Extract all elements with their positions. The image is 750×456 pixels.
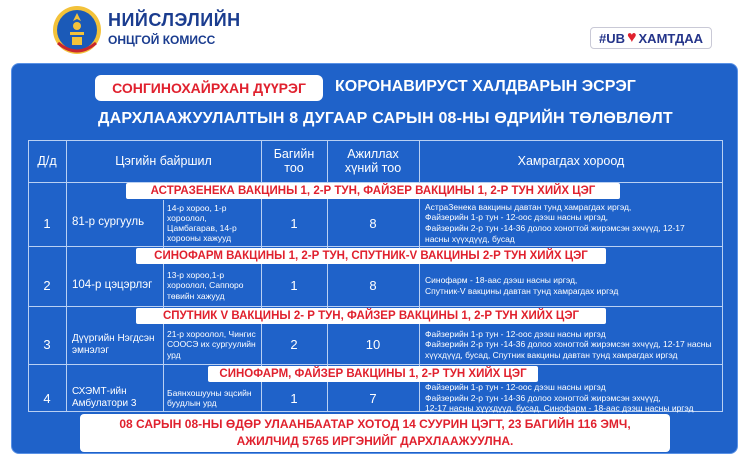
- coverage-text: [421, 200, 721, 246]
- coverage-line: Файзерийн 1-р тун - 12-оос дээш насны иргэд: [425, 382, 606, 393]
- soyombo-emblem-icon: [52, 3, 102, 57]
- district-label: СОНГИНОХАЙРХАН ДҮҮРЭГ: [95, 75, 323, 101]
- row-divider: [28, 364, 723, 365]
- location-address: 14-р хороо, 1-р хороолол, Цамбагарав, 14-р хорооны хажууд: [167, 202, 237, 244]
- coverage-line: Синофарм - 18-аас дээш насны иргэд,: [425, 274, 578, 285]
- footer-line2: АЖИЛЧИД 5765 ИРГЭНИЙГ ДАРХЛААЖУУЛНА.: [236, 434, 514, 448]
- hashtag-suffix: ХАМТДАА: [638, 30, 704, 46]
- header-teams: Багийн тоо: [273, 146, 315, 175]
- location-name: Дүүргийн Нэгдсэн эмнэлэг: [72, 332, 155, 356]
- footer-summary: [80, 414, 670, 452]
- coverage-text: [421, 382, 721, 414]
- coverage-line: АстраЗенека вакцины давтан тунд хамрагдах иргэд,: [425, 201, 632, 212]
- row-divider: [28, 306, 723, 307]
- team-count: 2: [290, 337, 298, 352]
- header: [0, 0, 750, 62]
- coverage-line: Файзерийн 2-р тун -14-36 долоо хоногтой жирэмсэн эхчүүд,: [425, 392, 661, 403]
- staff-count: 8: [369, 215, 377, 231]
- org-line1: НИЙСЛЭЛИЙН: [108, 10, 241, 30]
- title-line2: ДАРХЛААЖУУЛАЛТЫН 8 ДУГААР САРЫН 08-НЫ ӨДРИЙН ТӨЛӨВЛӨЛТ: [98, 110, 673, 127]
- coverage-text: [421, 265, 721, 306]
- row-divider: [28, 246, 723, 247]
- row-number: 4: [43, 390, 51, 406]
- header-staff: Ажиллах хүний тоо: [344, 146, 402, 175]
- location-name: СХЭМТ-ийн Амбулатори 3: [72, 386, 137, 409]
- coverage-line: насны хүүхдүүд, бусад: [425, 233, 515, 244]
- col-divider: [163, 200, 164, 412]
- location-address: Баянхошууны эцсийн буудлын урд: [167, 387, 252, 408]
- coverage-line: Файзерийн 2-р тун -14-36 долоо хоногтой жирэмсэн эхчүүд, 12-17 насны: [425, 339, 712, 350]
- location-address: 13-р хороо,1-р хороолол, Саппоро төвийн хажууд: [167, 270, 244, 301]
- coverage-line: 12-17 насны хүүхдүүд, бусад, Синофарм - 18-аас дээш насны иргэд: [425, 403, 694, 414]
- coverage-line: Файзерийн 1-р тун - 12-оос дээш насны иргэд,: [425, 212, 609, 223]
- vaccine-band: АСТРАЗЕНЕКА ВАКЦИНЫ 1, 2-Р ТУН, ФАЙЗЕР ВАКЦИНЫ 1, 2-Р ТУН ХИЙХ ЦЭГ: [126, 183, 620, 199]
- org-line2: ОНЦГОЙ КОМИСС: [108, 33, 216, 47]
- coverage-line: Файзерийн 1-р тун - 12-оос дээш насны иргэд: [425, 328, 606, 339]
- coverage-line: Файзерийн 2-р тун -14-36 долоо хоногтой жирэмсэн эхчүүд, 12-17: [425, 223, 685, 233]
- staff-count: 8: [369, 278, 377, 293]
- coverage-line: Спутник-V вакцины давтан тунд хамрагдах иргэд: [425, 285, 619, 296]
- vaccine-band: СПУТНИК V ВАКЦИНЫ 2- Р ТУН, ФАЙЗЕР ВАКЦИНЫ 1, 2-Р ТУН ХИЙХ ЦЭГ: [136, 308, 606, 324]
- organization-name: [108, 10, 241, 47]
- heart-icon: ♥: [627, 29, 637, 46]
- vaccine-band: СИНОФАРМ ВАКЦИНЫ 1, 2-Р ТУН, СПУТНИК-V ВАКЦИНЫ 2-Р ТУН ХИЙХ ЦЭГ: [136, 248, 606, 264]
- header-no: Д/д: [37, 153, 57, 168]
- header-coverage: Хамрагдах хороод: [517, 153, 625, 168]
- row-number: 1: [43, 215, 51, 231]
- team-count: 1: [290, 390, 298, 406]
- col-divider: [66, 140, 67, 412]
- coverage-text: [421, 325, 721, 364]
- footer-line1: 08 САРЫН 08-НЫ ӨДӨР УЛААНБААТАР ХОТОД 14 СУУРИН ЦЭГТ, 23 БАГИЙН 116 ЭМЧ,: [119, 417, 631, 431]
- title-line1: КОРОНАВИРУСТ ХАЛДВАРЫН ЭСРЭГ: [335, 78, 636, 95]
- location-address: 21-р хороолол, Чингис СООСЭ их сургуулийн урд: [167, 329, 256, 360]
- staff-count: 7: [369, 390, 377, 406]
- hashtag-prefix: #UB: [599, 30, 626, 46]
- hashtag-badge: [590, 27, 712, 49]
- header-location: Цэгийн байршил: [115, 153, 212, 168]
- coverage-line: хүүхдүүд, бусад, Спутник вакцины давтан тунд хамрагдах иргэд: [425, 349, 678, 360]
- team-count: 1: [290, 278, 298, 293]
- team-count: 1: [290, 215, 298, 231]
- vaccine-band: СИНОФАРМ, ФАЙЗЕР ВАКЦИНЫ 1, 2-Р ТУН ХИЙХ ЦЭГ: [208, 366, 538, 382]
- location-name: 81-р сургууль: [72, 216, 145, 229]
- row-number: 3: [43, 337, 51, 352]
- row-number: 2: [43, 278, 51, 293]
- location-name: 104-р цэцэрлэг: [72, 278, 153, 291]
- staff-count: 10: [365, 337, 381, 352]
